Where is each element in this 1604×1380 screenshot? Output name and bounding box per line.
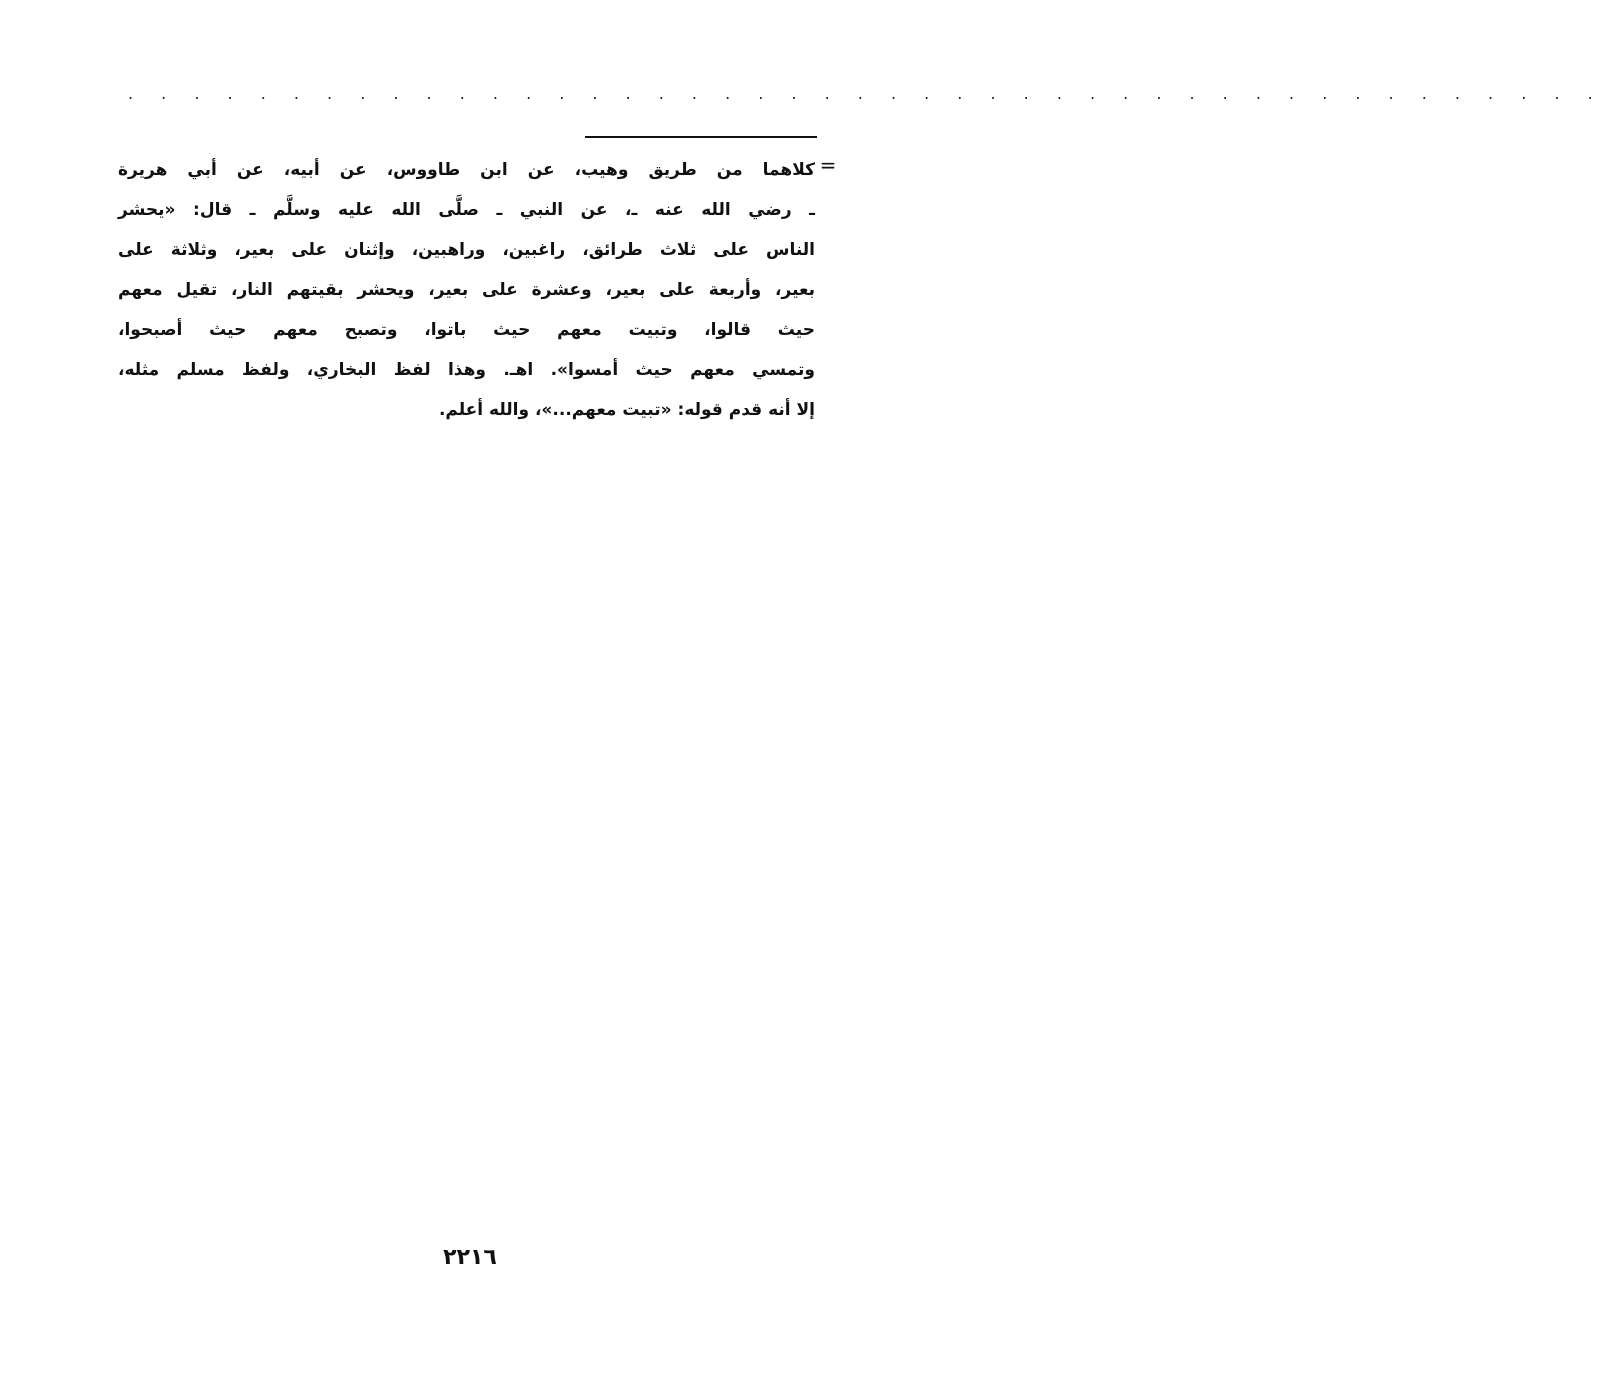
footnote-line: كلاهما من طريق وهيب، عن ابن طاووس، عن أبيه، عن أبي هريرة (118, 160, 815, 180)
footnote-line: الناس على ثلاث طرائق، راغبين، وراهبين، وإثنان على بعير، وثلاثة على (118, 240, 815, 260)
footnote-line: وتمسي معهم حيث أمسوا». اهـ. وهذا لفظ البخاري، ولفظ مسلم مثله، (118, 360, 815, 380)
footnote-line: بعير، وأربعة على بعير، وعشرة على بعير، ويحشر بقيتهم النار، تقيل معهم (118, 280, 815, 300)
header-dot-rule: . . . . . . . . . . . . . . . . . . . . . . . . . . . . . . . . . . . . . . . . . . . . . (128, 84, 1604, 103)
footnote-separator-line (585, 136, 817, 138)
footnote-line: حيث قالوا، وتبيت معهم حيث باتوا، وتصبح معهم حيث أصبحوا، (118, 320, 815, 340)
page-number: ٢٢١٦ (443, 1245, 497, 1270)
footnote-continuation-mark: = (819, 153, 837, 177)
footnote-line: إلا أنه قدم قوله: «تبيت معهم...»، والله أعلم. (438, 400, 815, 420)
footnote-line: ـ رضي الله عنه ـ، عن النبي ـ صلَّى الله عليه وسلَّم ـ قال: «يحشر (118, 200, 815, 220)
footnote-text-block (118, 150, 815, 430)
